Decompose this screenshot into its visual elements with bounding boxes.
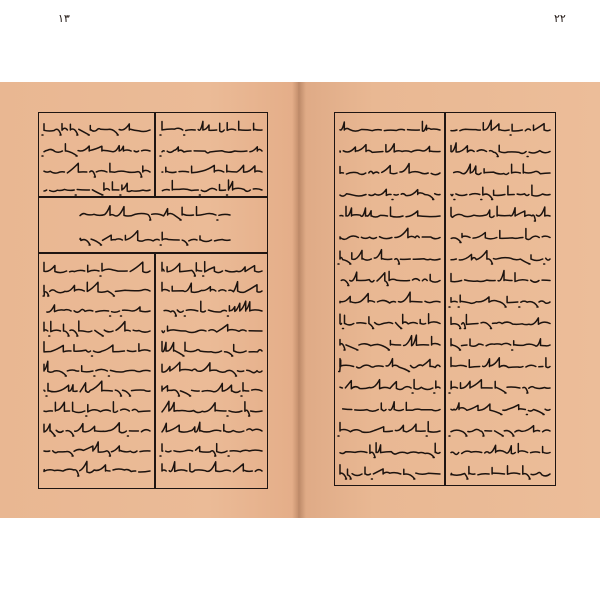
script-line xyxy=(162,282,262,293)
script-line xyxy=(80,206,230,220)
script-line xyxy=(451,466,550,479)
script-line xyxy=(338,271,440,285)
script-line xyxy=(337,335,440,350)
script-line xyxy=(162,422,262,432)
script-line xyxy=(44,442,150,456)
script-line xyxy=(159,342,262,357)
script-line xyxy=(337,189,440,199)
script-line xyxy=(44,262,150,276)
script-line xyxy=(451,206,550,221)
script-line xyxy=(340,380,440,394)
script-line xyxy=(159,147,262,156)
script-line xyxy=(44,381,150,396)
script-line xyxy=(80,231,230,245)
script-line xyxy=(159,383,262,396)
script-line xyxy=(44,321,150,336)
script-line xyxy=(337,359,440,372)
script-line xyxy=(340,206,440,217)
script-line xyxy=(44,305,150,316)
script-line xyxy=(41,423,150,436)
script-line xyxy=(161,301,262,316)
script-line xyxy=(160,444,262,456)
script-line xyxy=(451,444,550,455)
script-line xyxy=(337,422,440,436)
script-line xyxy=(451,164,550,175)
script-line xyxy=(162,325,262,333)
script-line xyxy=(340,144,440,153)
script-line xyxy=(340,292,440,303)
script-line xyxy=(451,251,550,264)
script-line xyxy=(41,461,150,476)
script-line xyxy=(162,262,262,276)
script-line xyxy=(449,426,550,436)
script-line xyxy=(451,339,550,350)
script-line xyxy=(41,182,150,195)
script-line xyxy=(451,315,550,329)
script-line xyxy=(42,124,150,135)
script-line xyxy=(43,282,150,296)
script-line xyxy=(159,362,262,376)
script-line xyxy=(448,229,550,243)
script-line xyxy=(44,402,150,416)
script-line xyxy=(340,121,440,131)
script-line xyxy=(449,380,550,393)
script-line xyxy=(449,295,550,307)
script-line xyxy=(42,144,150,156)
script-line xyxy=(451,403,550,415)
script-line xyxy=(44,342,150,356)
script-line xyxy=(340,228,440,239)
script-line xyxy=(338,250,440,264)
left-page-number: ١٣ xyxy=(58,12,70,25)
script-line xyxy=(159,180,262,195)
script-line xyxy=(451,271,550,283)
script-line xyxy=(451,357,550,367)
script-line xyxy=(44,361,150,376)
script-line xyxy=(340,402,440,411)
script-line xyxy=(340,465,440,479)
script-line xyxy=(340,314,440,329)
script-line xyxy=(451,120,550,135)
script-line xyxy=(451,185,550,199)
script-line xyxy=(162,401,262,416)
script-line xyxy=(159,165,262,173)
script-line xyxy=(340,164,440,175)
script-line xyxy=(162,462,262,472)
right-page-number: ٢٢ xyxy=(554,12,566,25)
script-line xyxy=(160,121,262,135)
script-line xyxy=(340,443,440,458)
script-line xyxy=(41,163,150,177)
script-line xyxy=(451,143,550,157)
